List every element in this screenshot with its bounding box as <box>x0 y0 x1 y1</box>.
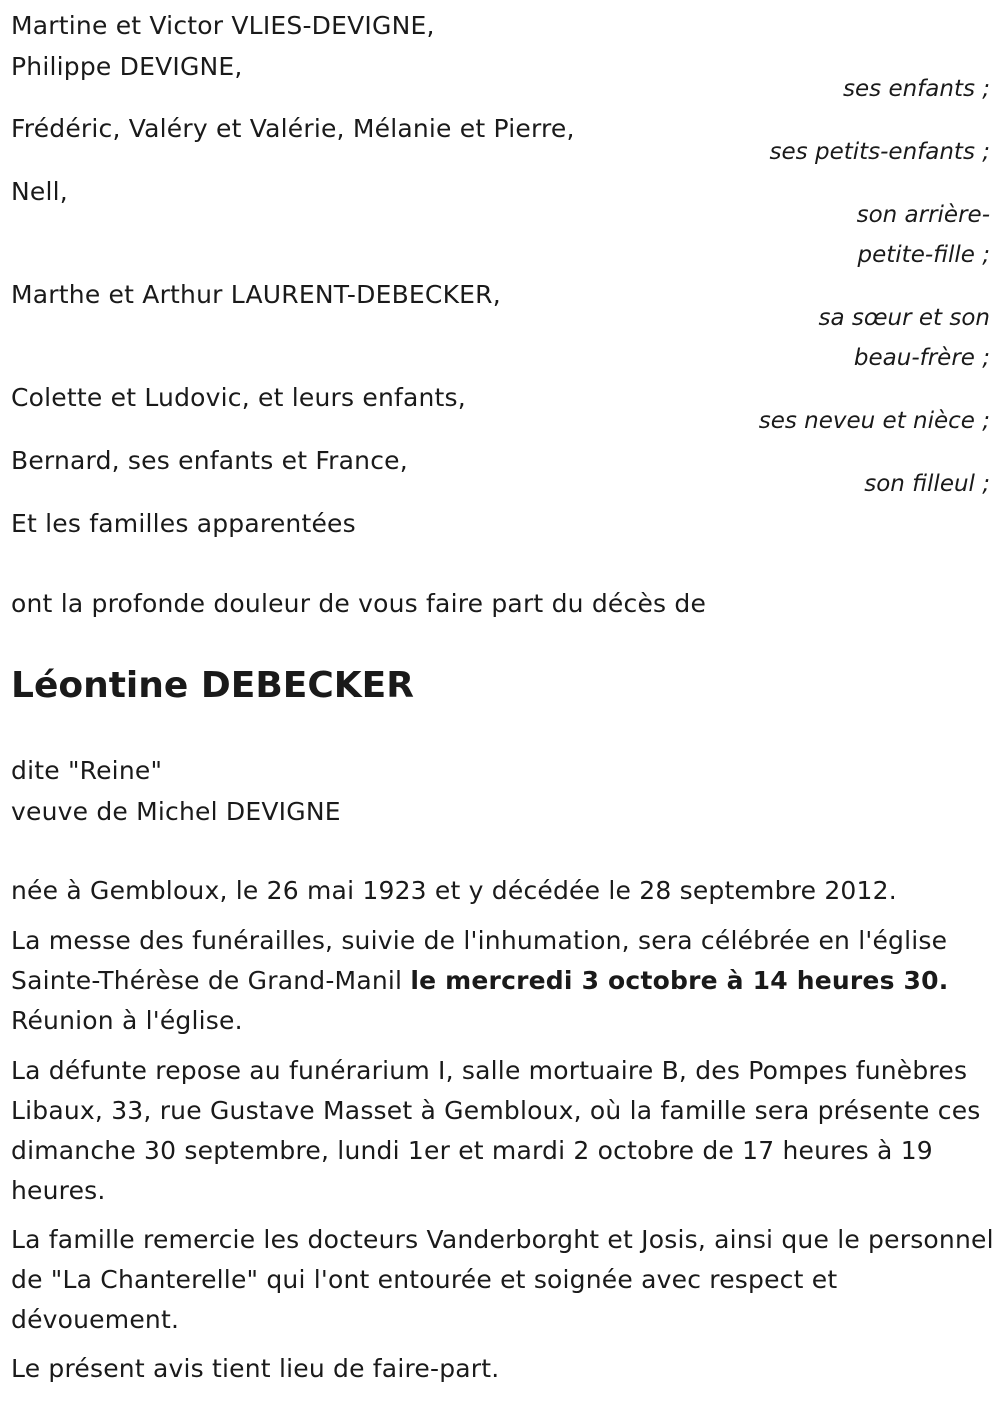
great-grandchild-role-1: son arrière- <box>856 202 990 228</box>
grandchildren-line: Frédéric, Valéry et Valérie, Mélanie et Pierre, <box>11 114 575 143</box>
godson-role: son filleul ; <box>864 471 990 497</box>
deceased-nickname: dite "Reine" <box>11 756 163 785</box>
deceased-name: Léontine DEBECKER <box>11 665 414 706</box>
nephew-niece-role: ses neveu et nièce ; <box>758 408 990 434</box>
funeral-text: La messe des funérailles, suivie de l'inhumation, sera célébrée en l'église Sainte-Thérèse de Grand-Manil <box>11 926 948 995</box>
funeral-paragraph <box>11 921 996 1041</box>
great-grandchild-role-2: petite-fille ; <box>857 242 990 268</box>
sister-role-2: beau-frère ; <box>853 345 990 371</box>
meeting-text: Réunion à l'église. <box>11 1006 243 1035</box>
children-line-1: Martine et Victor VLIES-DEVIGNE, <box>11 11 435 40</box>
sister-line: Marthe et Arthur LAURENT-DEBECKER, <box>11 280 501 309</box>
thanks-paragraph: La famille remercie les docteurs Vanderborght et Josis, ainsi que le personnel de "La Chanterelle" qui l'ont entourée et soignée avec respect et dévouement. <box>11 1225 994 1334</box>
birth-death-line: née à Gembloux, le 26 mai 1923 et y décédée le 28 septembre 2012. <box>11 876 897 905</box>
grandchildren-role: ses petits-enfants ; <box>769 139 990 165</box>
children-role: ses enfants ; <box>843 76 990 102</box>
funeral-date: le mercredi 3 octobre à 14 heures 30. <box>410 966 949 995</box>
notice-paragraph: Le présent avis tient lieu de faire-part. <box>11 1354 500 1383</box>
children-line-2: Philippe DEVIGNE, <box>11 52 243 81</box>
nephew-niece-line: Colette et Ludovic, et leurs enfants, <box>11 383 466 412</box>
announcement-text: ont la profonde douleur de vous faire part du décès de <box>11 589 707 618</box>
godson-line: Bernard, ses enfants et France, <box>11 446 408 475</box>
sister-role-1: sa sœur et son <box>818 305 990 331</box>
deceased-widow-of: veuve de Michel DEVIGNE <box>11 797 341 826</box>
families-line: Et les familles apparentées <box>11 509 356 538</box>
rest-paragraph: La défunte repose au funérarium I, salle mortuaire B, des Pompes funèbres Libaux, 33, rue Gustave Masset à Gembloux, où la famille sera présente ces dimanche 30 septembre, lundi 1er et mardi 2 octobre de 17 heures à 19 heures. <box>11 1056 981 1205</box>
great-grandchild-line: Nell, <box>11 177 68 206</box>
